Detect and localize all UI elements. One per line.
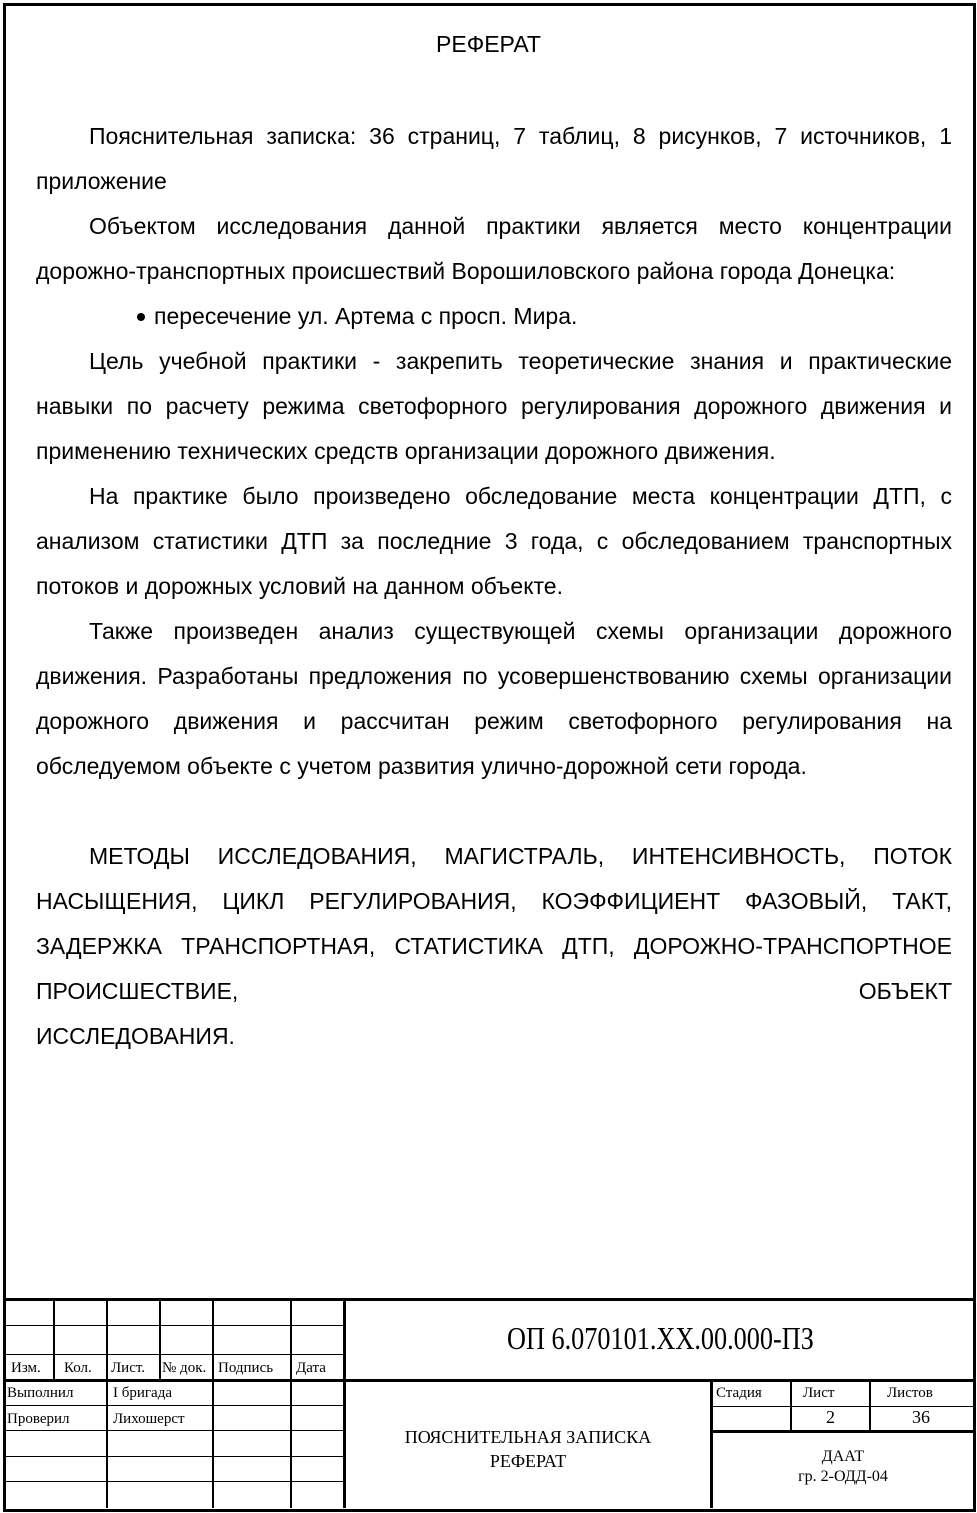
analysis-paragraph: Также произведен анализ существующей схемы организации дорожного движения. Разработаны предложения по усовершенствованию схемы организации дорожного движения и рассчитан режим светофорного регулирования на обследуемом объекте с учетом развития улично-дорожной сети города. [36, 618, 952, 779]
header-doc-number: № док. [162, 1360, 207, 1376]
performed-by-label: Выполнил [7, 1385, 74, 1401]
list-item [36, 294, 952, 339]
sheet-number: 2 [826, 1407, 835, 1427]
goal-paragraph: Цель учебной практики - закрепить теоретические знания и практические навыки по расчету режима светофорного регулирования дорожного движения и применению технических средств организации дорожного движения. [36, 348, 952, 464]
sheet-label: Лист [803, 1385, 835, 1401]
header-kol: Кол. [64, 1360, 92, 1376]
doc-title-line-1: ПОЯСНИТЕЛЬНАЯ ЗАПИСКА [404, 1427, 652, 1447]
sheets-total-label: Листов [887, 1385, 933, 1401]
summary-paragraph: Пояснительная записка: 36 страниц, 7 таблиц, 8 рисунков, 7 источников, 1 приложение [36, 123, 952, 194]
header-izm: Изм. [11, 1360, 41, 1376]
checked-by-value: Лихошерст [113, 1411, 185, 1427]
organization-name: ДААТ [821, 1448, 865, 1465]
header-date: Дата [296, 1360, 326, 1376]
keywords-paragraph: МЕТОДЫ ИССЛЕДОВАНИЯ, МАГИСТРАЛЬ, ИНТЕНСИВНОСТЬ, ПОТОК НАСЫЩЕНИЯ, ЦИКЛ РЕГУЛИРОВАНИЯ, КОЭФФИЦИЕНТ ФАЗОВЫЙ, ТАКТ, ЗАДЕРЖКА ТРАНСПОРТНАЯ, СТАТИСТИКА ДТП, ДОРОЖНО-ТРАНСПОРТНОЕ ПРОИСШЕСТВИЕ, ОБЪЕКТ [36, 843, 952, 1004]
page-title: РЕФЕРАТ [436, 31, 541, 57]
sheets-total: 36 [912, 1407, 930, 1427]
header-list: Лист. [111, 1360, 146, 1376]
object-paragraph: Объектом исследования данной практики является место концентрации дорожно-транспортных происшествий Ворошиловского района города Донецка: [36, 213, 952, 284]
group-name: гр. 2-ОДД-04 [798, 1468, 888, 1485]
performed-by-value: I бригада [113, 1385, 173, 1401]
practice-paragraph: На практике было произведено обследование места концентрации ДТП, с анализом статистики ДТП за последние 3 года, с обследованием транспортных потоков и дорожных условий на данном объекте. [36, 483, 952, 599]
keywords-end: ИССЛЕДОВАНИЯ. [36, 1023, 235, 1049]
doc-title-line-2: РЕФЕРАТ [489, 1451, 567, 1471]
bullet-icon [137, 313, 145, 321]
checked-by-label: Проверил [7, 1411, 70, 1427]
stage-label: Стадия [716, 1385, 762, 1401]
header-signature: Подпись [218, 1360, 274, 1376]
document-designation: ОП 6.070101.XX.00.000-ПЗ [507, 1320, 814, 1356]
list-item-text: пересечение ул. Артема с просп. Мира. [154, 303, 578, 329]
abstract-body [36, 114, 952, 1059]
